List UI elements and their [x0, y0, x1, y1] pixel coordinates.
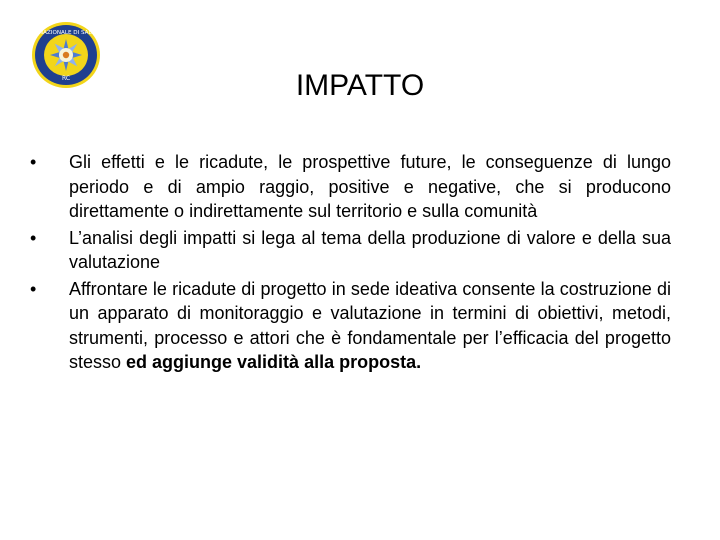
- bullet-text: Gli effetti e le ricadute, le prospettive future, le conseguenze di lungo periodo e di ampio raggio, positive e negative, che si producono direttamente o indirettamente sul territorio e sulla comunità: [69, 152, 671, 221]
- bullet-text: L’analisi degli impatti si lega al tema della produzione di valore e della sua valutazione: [69, 227, 671, 272]
- list-item: [30, 226, 671, 275]
- bullet-text: Affrontare le ricadute di progetto in sede ideativa consente la costruzione di un apparato di monitoraggio e valutazione in termini di obiettivi, metodi, strumenti, processo e attori che è fondamentale per l’efficacia del progetto stesso: [69, 278, 671, 372]
- page-title: IMPATTO: [295, 69, 425, 102]
- svg-text:RC: RC: [61, 75, 71, 82]
- list-item: [30, 277, 671, 375]
- bullet-icon: •: [30, 227, 37, 248]
- bullet-bold-text: ed aggiunge validità alla proposta.: [126, 352, 422, 372]
- bullet-list: [30, 150, 671, 377]
- bullet-icon: •: [30, 278, 37, 299]
- svg-text:SOCIETÀ NAZIONALE DI SALVAMENT: SOCIETÀ NAZIONALE DI SALVAMENTO: [13, 30, 119, 36]
- bullet-icon: •: [30, 152, 37, 172]
- list-item: [30, 150, 671, 224]
